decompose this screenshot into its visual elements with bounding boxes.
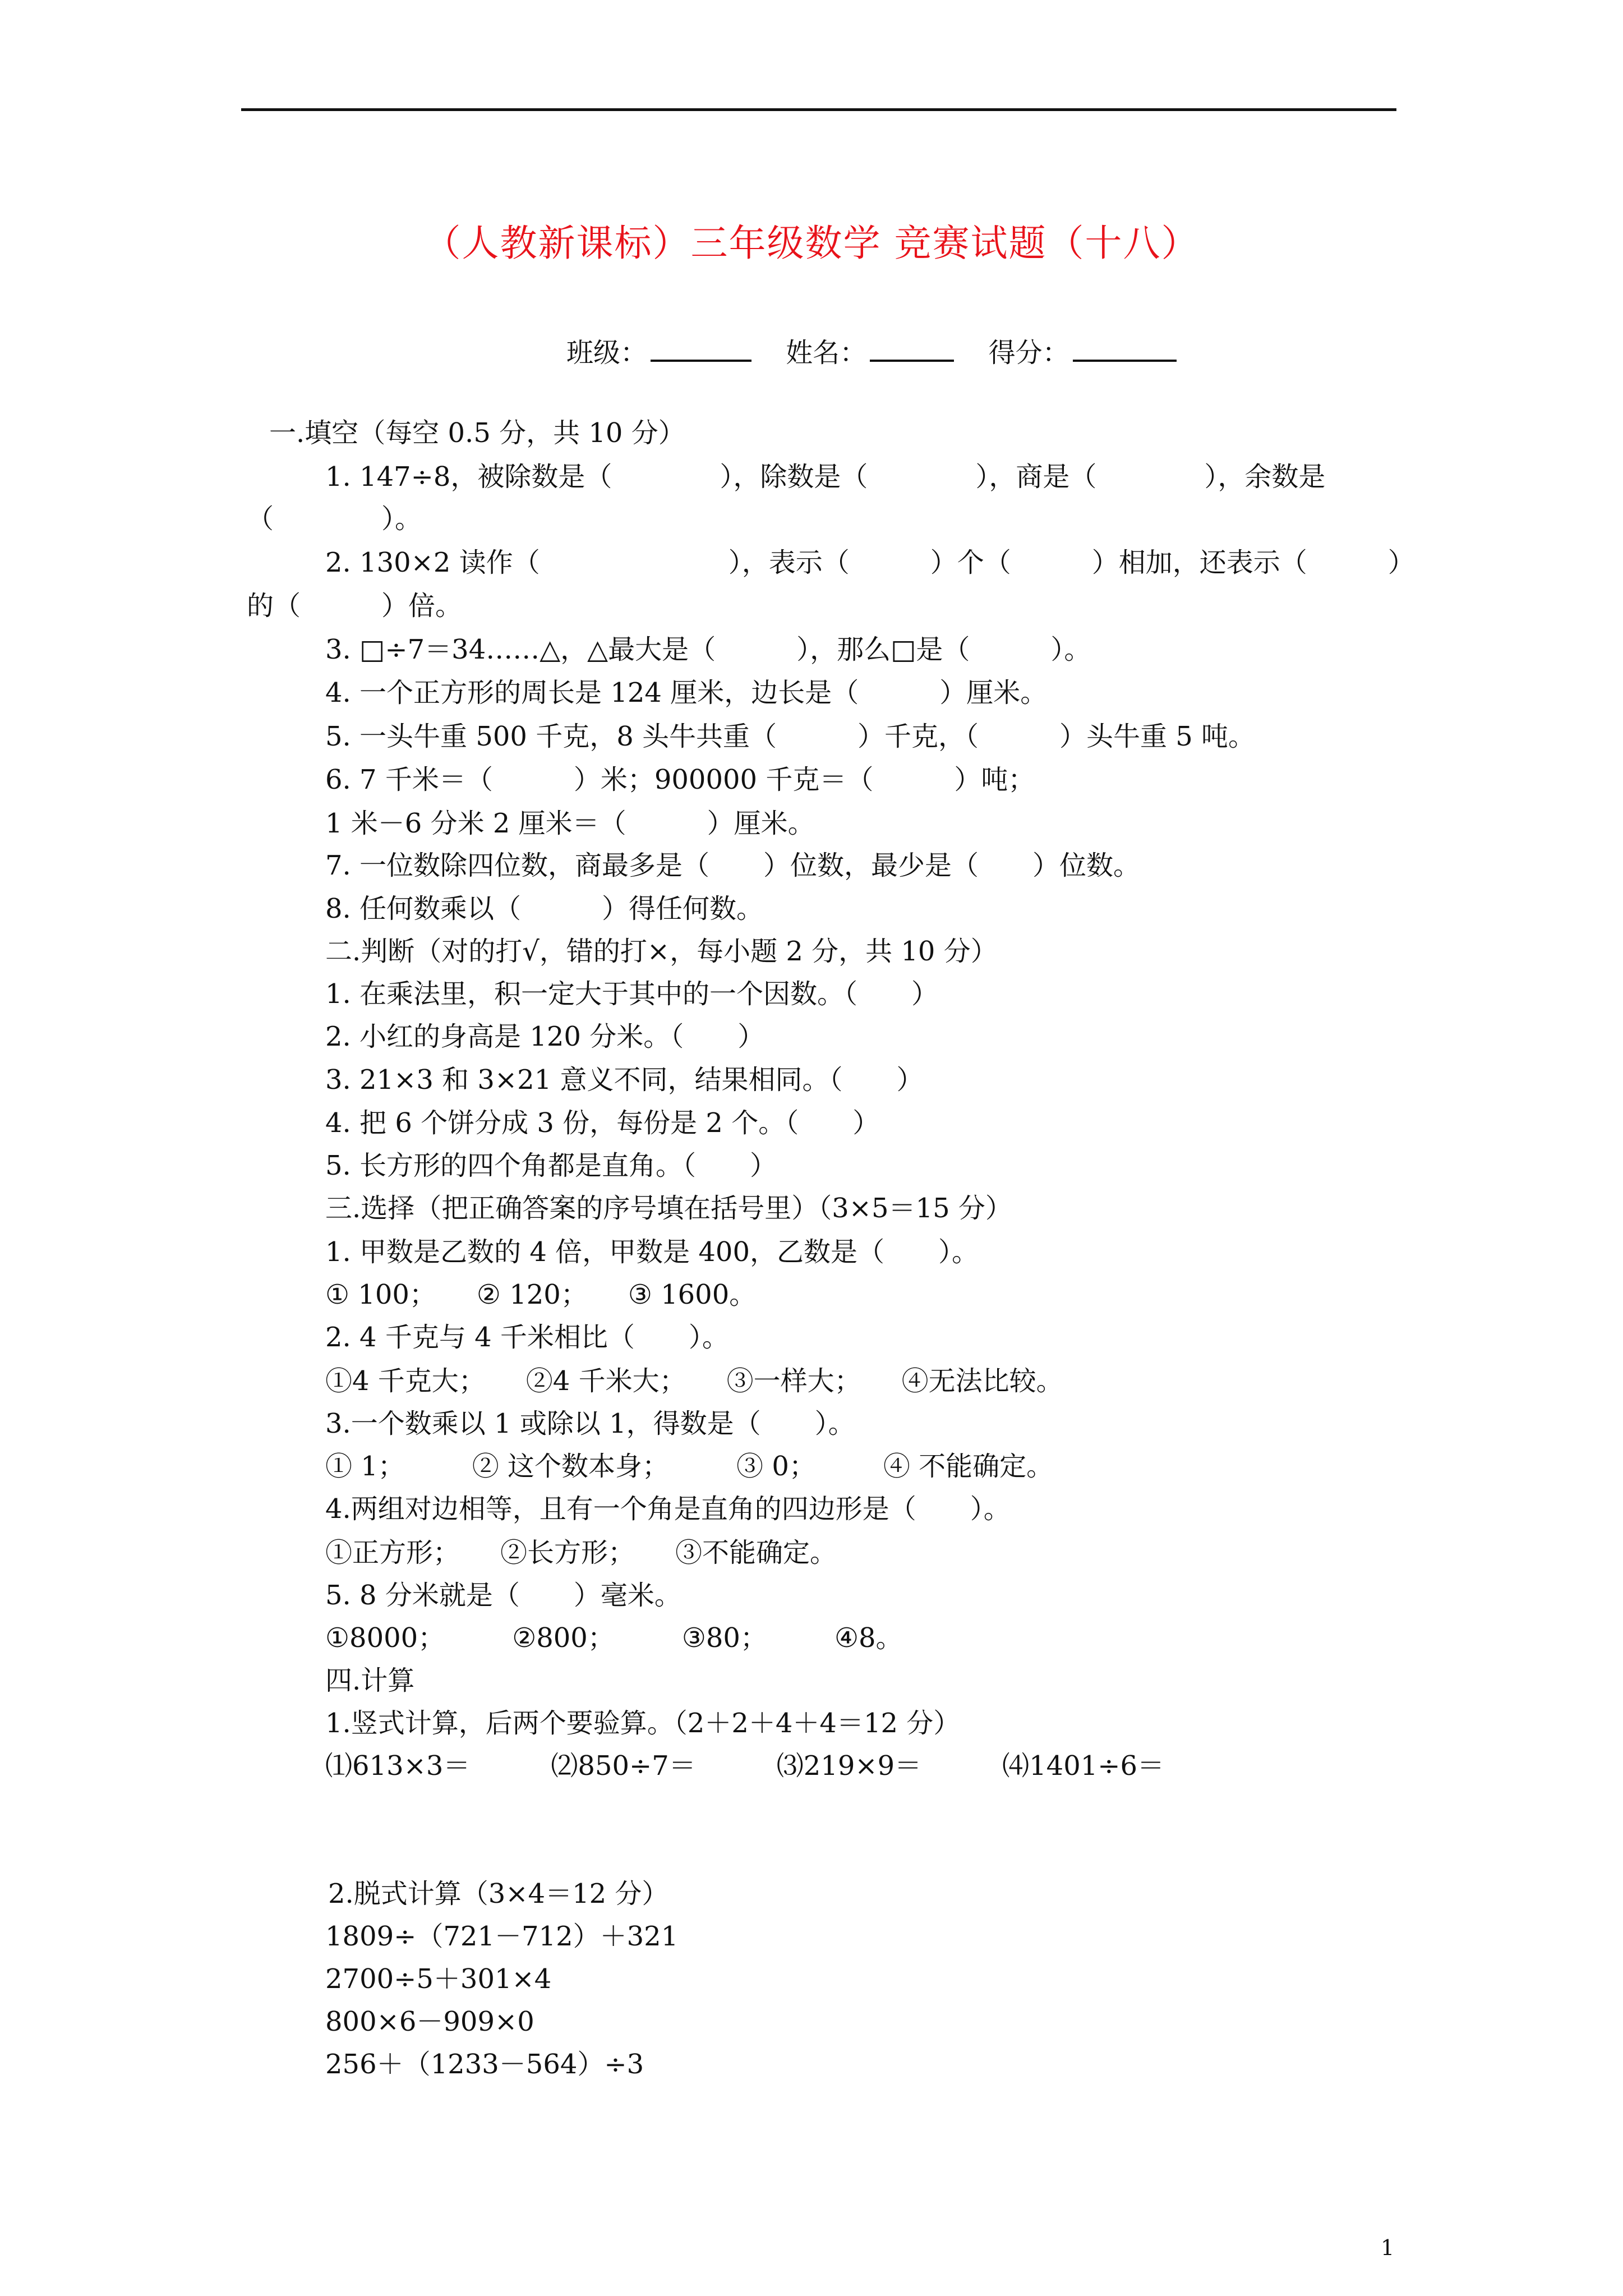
question-line: 1. 147÷8，被除数是（ ），除数是（ ），商是（ ），余数是 <box>325 461 1326 493</box>
question-line: 5. 一头牛重 500 千克，8 头牛共重（ ）千克，（ ）头牛重 5 吨。 <box>325 721 1256 752</box>
class-label: 班级： <box>566 337 648 369</box>
section-4-heading: 四.计算 <box>325 1665 415 1696</box>
name-label: 姓名： <box>786 337 867 369</box>
name-blank[interactable] <box>870 333 954 362</box>
choice-line: ① 1； ② 这个数本身； ③ 0； ④ 不能确定。 <box>325 1451 1054 1482</box>
choice-line: ①8000； ②800； ③80； ④8。 <box>325 1622 903 1654</box>
calculation-line: ⑴613×3＝ ⑵850÷7＝ ⑶219×9＝ ⑷1401÷6＝ <box>325 1750 1165 1782</box>
choice-line: ①4 千克大； ②4 千米大； ③一样大； ④无法比较。 <box>325 1365 1063 1397</box>
calculation-line: 2700÷5＋301×4 <box>325 1963 552 1995</box>
question-line: （ ）。 <box>247 503 422 535</box>
question-line: 2. 小红的身高是 120 分米。（ ） <box>325 1021 765 1052</box>
calculation-line: 1809÷（721－712）＋321 <box>325 1921 679 1952</box>
section-3-heading: 三.选择（把正确答案的序号填在括号里）（3×5＝15 分） <box>325 1193 1012 1224</box>
question-line: 2. 4 千克与 4 千米相比（ ）。 <box>325 1322 729 1353</box>
student-info-row <box>566 331 1180 370</box>
question-line: 2.脱式计算（3×4＝12 分） <box>328 1878 669 1910</box>
question-line: 1.竖式计算，后两个要验算。（2＋2＋4＋4＝12 分） <box>325 1708 961 1739</box>
choice-line: ①正方形； ②长方形； ③不能确定。 <box>325 1537 837 1568</box>
question-line: 7. 一位数除四位数，商最多是（ ）位数，最少是（ ）位数。 <box>325 850 1141 881</box>
question-line: 8. 任何数乘以（ ）得任何数。 <box>325 893 764 924</box>
question-line: 1. 甲数是乙数的 4 倍，甲数是 400，乙数是（ ）。 <box>325 1236 979 1268</box>
score-label: 得分： <box>988 337 1069 369</box>
question-line: 2. 130×2 读作（ ），表示（ ）个（ ）相加，还表示（ ） <box>325 547 1415 578</box>
class-blank[interactable] <box>651 333 751 362</box>
question-line: 1 米－6 分米 2 厘米＝（ ）厘米。 <box>325 808 815 839</box>
question-line: 3. 21×3 和 3×21 意义不同，结果相同。（ ） <box>325 1064 924 1096</box>
question-line: 5. 8 分米就是（ ）毫米。 <box>325 1580 681 1611</box>
page-title: （人教新课标）三年级数学 竞赛试题（十八） <box>423 222 1200 265</box>
choice-line: ① 100； ② 120； ③ 1600。 <box>325 1279 757 1310</box>
section-2-heading: 二.判断（对的打√，错的打×，每小题 2 分，共 10 分） <box>325 936 998 967</box>
question-line: 3.一个数乘以 1 或除以 1，得数是（ ）。 <box>325 1408 855 1439</box>
question-line: 3. □÷7＝34……△，△最大是（ ），那么□是（ ）。 <box>325 634 1091 665</box>
section-1-heading: 一.填空（每空 0.5 分，共 10 分） <box>269 417 685 449</box>
question-line: 4. 一个正方形的周长是 124 厘米，边长是（ ）厘米。 <box>325 677 1048 708</box>
question-line: 4.两组对边相等，且有一个角是直角的四边形是（ ）。 <box>325 1493 1011 1525</box>
question-line: 5. 长方形的四个角都是直角。（ ） <box>325 1150 777 1181</box>
question-line: 的（ ）倍。 <box>247 590 463 622</box>
calculation-line: 800×6－909×0 <box>325 2006 534 2037</box>
header-rule <box>241 108 1396 111</box>
calculation-line: 256＋（1233－564）÷3 <box>325 2049 644 2080</box>
question-line: 4. 把 6 个饼分成 3 份，每份是 2 个。（ ） <box>325 1107 880 1139</box>
question-line: 6. 7 千米＝（ ）米；900000 千克＝（ ）吨； <box>325 764 1035 795</box>
score-blank[interactable] <box>1073 333 1177 362</box>
page-number: 1 <box>1381 2235 1395 2260</box>
question-line: 1. 在乘法里，积一定大于其中的一个因数。（ ） <box>325 978 939 1010</box>
